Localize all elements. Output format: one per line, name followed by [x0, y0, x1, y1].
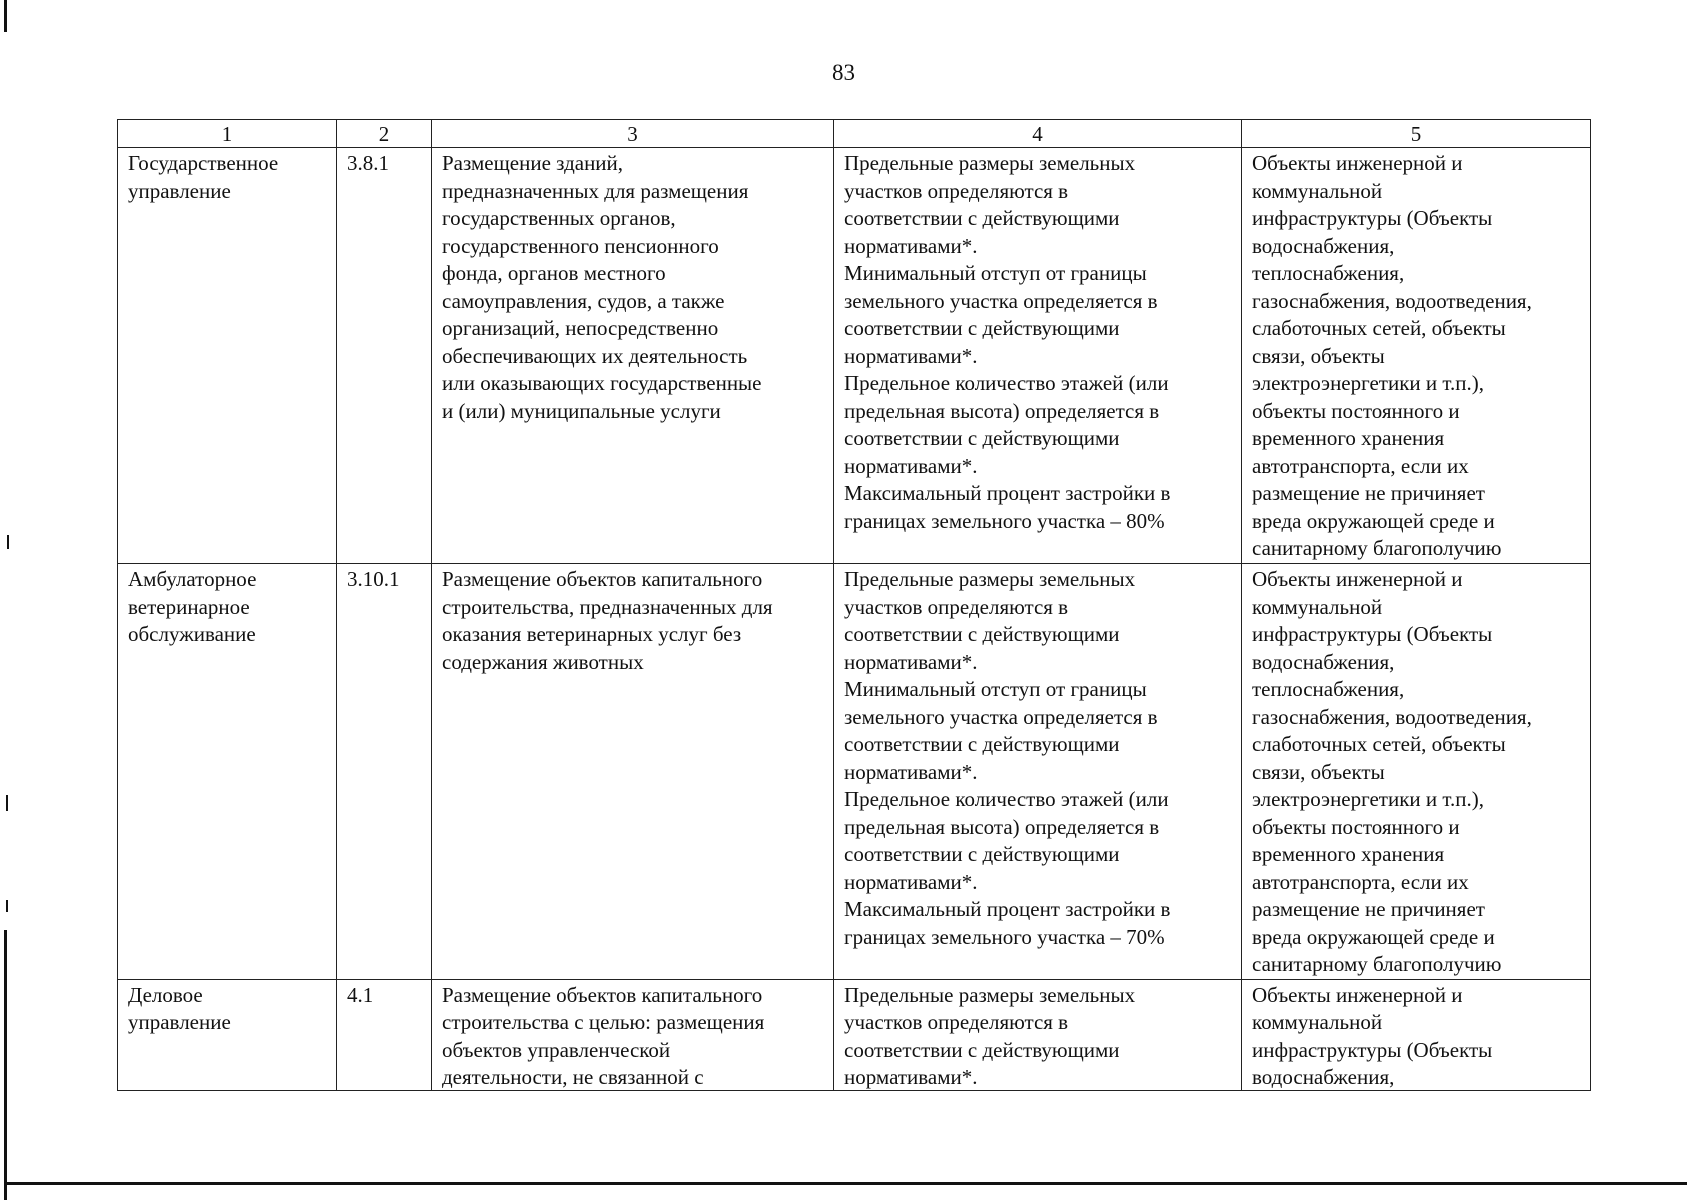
cell-allowed-objects: Объекты инженерной и коммунальной инфраструктуры (Объекты водоснабжения, теплоснабжения, газоснабжения, водоотведения, слаботочных сетей, объекты связи, объекты электроэнергетики и т.п.), объекты постоянного и временного хранения автотранспорта, если их размещение не причиняет вреда окружающей среде и санитарному благополучию — [1242, 564, 1591, 980]
scan-artifact — [6, 795, 8, 811]
table-row — [118, 148, 1591, 564]
cell-allowed-objects: Объекты инженерной и коммунальной инфраструктуры (Объекты водоснабжения, теплоснабжения, газоснабжения, водоотведения, слаботочных сетей, объекты связи, объекты электроэнергетики и т.п.), объекты постоянного и временного хранения автотранспорта, если их размещение не причиняет вреда окружающей среде и санитарному благополучию — [1242, 148, 1591, 564]
scan-artifact — [4, 1182, 1687, 1185]
cell-use-name: Деловое управление — [118, 979, 337, 1090]
cell-parameters: Предельные размеры земельных участков определяются в соответствии с действующими нормативами*. Минимальный отступ от границы земельного участка определяется в соответствии с действующими нормативами*. Предельное количество этажей (или предельная высота) определяется в соответствии с действующими нормативами*. Максимальный процент застройки в границах земельного участка – 80% — [834, 148, 1242, 564]
cell-parameters: Предельные размеры земельных участков определяются в соответствии с действующими нормативами*. — [834, 979, 1242, 1090]
column-header: 3 — [432, 120, 834, 148]
cell-parameters: Предельные размеры земельных участков определяются в соответствии с действующими нормативами*. Минимальный отступ от границы земельного участка определяется в соответствии с действующими нормативами*. Предельное количество этажей (или предельная высота) определяется в соответствии с действующими нормативами*. Максимальный процент застройки в границах земельного участка – 70% — [834, 564, 1242, 980]
cell-use-code: 3.10.1 — [337, 564, 432, 980]
scan-artifact — [6, 900, 8, 912]
column-header: 2 — [337, 120, 432, 148]
cell-use-name: Государственное управление — [118, 148, 337, 564]
cell-use-description: Размещение объектов капитального строительства, предназначенных для оказания ветеринарных услуг без содержания животных — [432, 564, 834, 980]
table-row — [118, 979, 1591, 1090]
cell-use-name: Амбулаторное ветеринарное обслуживание — [118, 564, 337, 980]
table-header-row — [118, 120, 1591, 148]
scan-artifact — [7, 535, 9, 549]
column-header: 4 — [834, 120, 1242, 148]
cell-use-code: 3.8.1 — [337, 148, 432, 564]
cell-use-code: 4.1 — [337, 979, 432, 1090]
cell-allowed-objects: Объекты инженерной и коммунальной инфраструктуры (Объекты водоснабжения, — [1242, 979, 1591, 1090]
page-number: 83 — [832, 60, 855, 85]
cell-use-description: Размещение зданий, предназначенных для размещения государственных органов, государственного пенсионного фонда, органов местного самоуправления, судов, а также организаций, непосредственно обеспечивающих их деятельность или оказывающих государственные и (или) муниципальные услуги — [432, 148, 834, 564]
column-header: 1 — [118, 120, 337, 148]
table-row — [118, 564, 1591, 980]
scan-artifact — [4, 0, 7, 32]
scan-artifact — [4, 930, 7, 1200]
zoning-table — [117, 119, 1591, 1091]
cell-use-description: Размещение объектов капитального строительства с целью: размещения объектов управленческой деятельности, не связанной с — [432, 979, 834, 1090]
column-header: 5 — [1242, 120, 1591, 148]
